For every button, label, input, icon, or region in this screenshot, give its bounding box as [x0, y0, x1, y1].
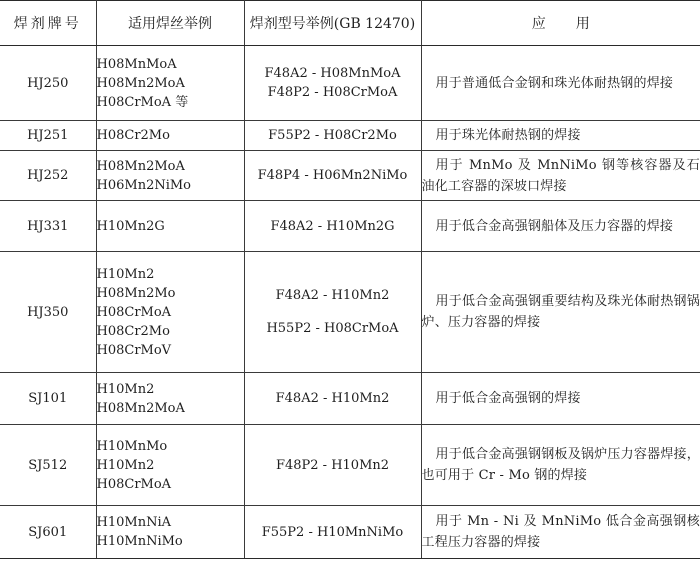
application-text: 用于低合金高强钢重要结构及珠光体耐热钢锅炉、压力容器的焊接: [421, 294, 700, 330]
application-cell: [421, 151, 700, 201]
flux-model: F48A2 - H08MnMoA: [264, 66, 401, 81]
wire-examples-cell: [96, 252, 244, 373]
flux-grade-cell: SJ512: [0, 425, 96, 506]
header-flux-grade: 焊剂牌号: [0, 1, 96, 46]
wire-example: H08CrMoA 等: [96, 94, 189, 110]
application-text: 用于珠光体耐热钢的焊接: [435, 128, 581, 143]
wire-examples-cell: [96, 121, 244, 151]
wire-example: H10MnNiA: [96, 515, 171, 530]
application-text: 用于低合金高强钢船体及压力容器的焊接: [435, 218, 674, 234]
wire-examples-cell: [96, 506, 244, 559]
table-row: [0, 252, 700, 373]
flux-model-cell: [244, 425, 421, 506]
wire-example: H10MnNiMo: [96, 534, 183, 549]
wire-example: H08MnMoA: [96, 56, 177, 72]
flux-grade-cell: HJ250: [0, 46, 96, 121]
flux-model: F48A2 - H10Mn2G: [270, 218, 395, 234]
wire-examples-cell: [96, 151, 244, 201]
wire-example: H08Cr2Mo: [96, 128, 170, 143]
application-text: 用于低合金高强钢的焊接: [435, 391, 581, 406]
table-row: [0, 46, 700, 121]
wire-example: H08CrMoA: [96, 304, 172, 320]
flux-model-cell: [244, 373, 421, 425]
wire-example: H10MnMo: [96, 438, 168, 454]
wire-examples-cell: [96, 46, 244, 121]
flux-model-cell: [244, 506, 421, 559]
table-row: [0, 373, 700, 425]
wire-example: H08CrMoV: [96, 342, 172, 358]
flux-grade-cell: HJ251: [0, 121, 96, 151]
table-row: [0, 425, 700, 506]
wire-example: H10Mn2: [96, 266, 155, 282]
flux-model: H55P2 - H08CrMoA: [266, 321, 399, 336]
application-text: 用于普通低合金钢和珠光体耐热钢的焊接: [435, 75, 674, 91]
application-cell: [421, 425, 700, 506]
header-flux-model-examples: 焊剂型号举例(GB 12470): [244, 1, 421, 46]
application-cell: [421, 506, 700, 559]
flux-model-cell: [244, 121, 421, 151]
flux-grade-cell: SJ601: [0, 506, 96, 559]
flux-model: F48P2 - H08CrMoA: [267, 85, 398, 100]
flux-model: F55P2 - H10MnNiMo: [261, 524, 404, 540]
wire-example: H08Mn2MoA: [96, 400, 185, 416]
header-application-char-1: 应: [531, 16, 546, 32]
application-text: 用于低合金高强钢钢板及锅炉压力容器焊接，也可用于 Cr - Mo 钢的焊接: [421, 447, 700, 483]
wire-example: H10Mn2: [96, 457, 155, 473]
table-row: [0, 151, 700, 201]
application-cell: [421, 121, 700, 151]
application-text: 用于 MnMo 及 MnNiMo 钢等核容器及石油化工容器的深坡口焊接: [421, 157, 700, 194]
flux-grade-cell: SJ101: [0, 373, 96, 425]
wire-examples-cell: [96, 373, 244, 425]
application-cell: [421, 373, 700, 425]
flux-grade-cell: HJ331: [0, 201, 96, 252]
application-text: 用于 Mn - Ni 及 MnNiMo 低合金高强钢核工程压力容器的焊接: [421, 514, 700, 550]
header-application: [421, 1, 700, 46]
application-cell: [421, 252, 700, 373]
wire-example: H08Mn2MoA: [96, 158, 185, 174]
application-cell: [421, 201, 700, 252]
wire-example: H10Mn2: [96, 381, 155, 397]
flux-model: F48P4 - H06Mn2NiMo: [257, 168, 408, 183]
flux-model: F48A2 - H10Mn2: [275, 391, 390, 406]
table-row: [0, 506, 700, 559]
wire-example: H08Mn2Mo: [96, 285, 176, 301]
table-row: [0, 201, 700, 252]
flux-grade-cell: HJ252: [0, 151, 96, 201]
flux-grade-cell: HJ350: [0, 252, 96, 373]
flux-model: F55P2 - H08Cr2Mo: [268, 128, 397, 143]
header-row: [0, 1, 700, 46]
wire-example: H08Mn2MoA: [96, 75, 185, 91]
wire-example: H06Mn2NiMo: [96, 177, 192, 193]
flux-model: F48P2 - H10Mn2: [275, 457, 390, 473]
table-row: [0, 121, 700, 151]
header-wire-examples: 适用焊丝举例: [96, 1, 244, 46]
flux-model-cell: [244, 201, 421, 252]
wire-examples-cell: [96, 425, 244, 506]
flux-model: F48A2 - H10Mn2: [275, 288, 390, 303]
wire-example: H08Cr2Mo: [96, 323, 170, 339]
header-application-char-2: 用: [575, 16, 590, 32]
flux-model-cell: [244, 151, 421, 201]
wire-examples-cell: [96, 201, 244, 252]
flux-model-cell: [244, 46, 421, 121]
application-cell: [421, 46, 700, 121]
flux-model-cell: [244, 252, 421, 373]
wire-example: H08CrMoA: [96, 476, 172, 492]
wire-example: H10Mn2G: [96, 218, 165, 234]
